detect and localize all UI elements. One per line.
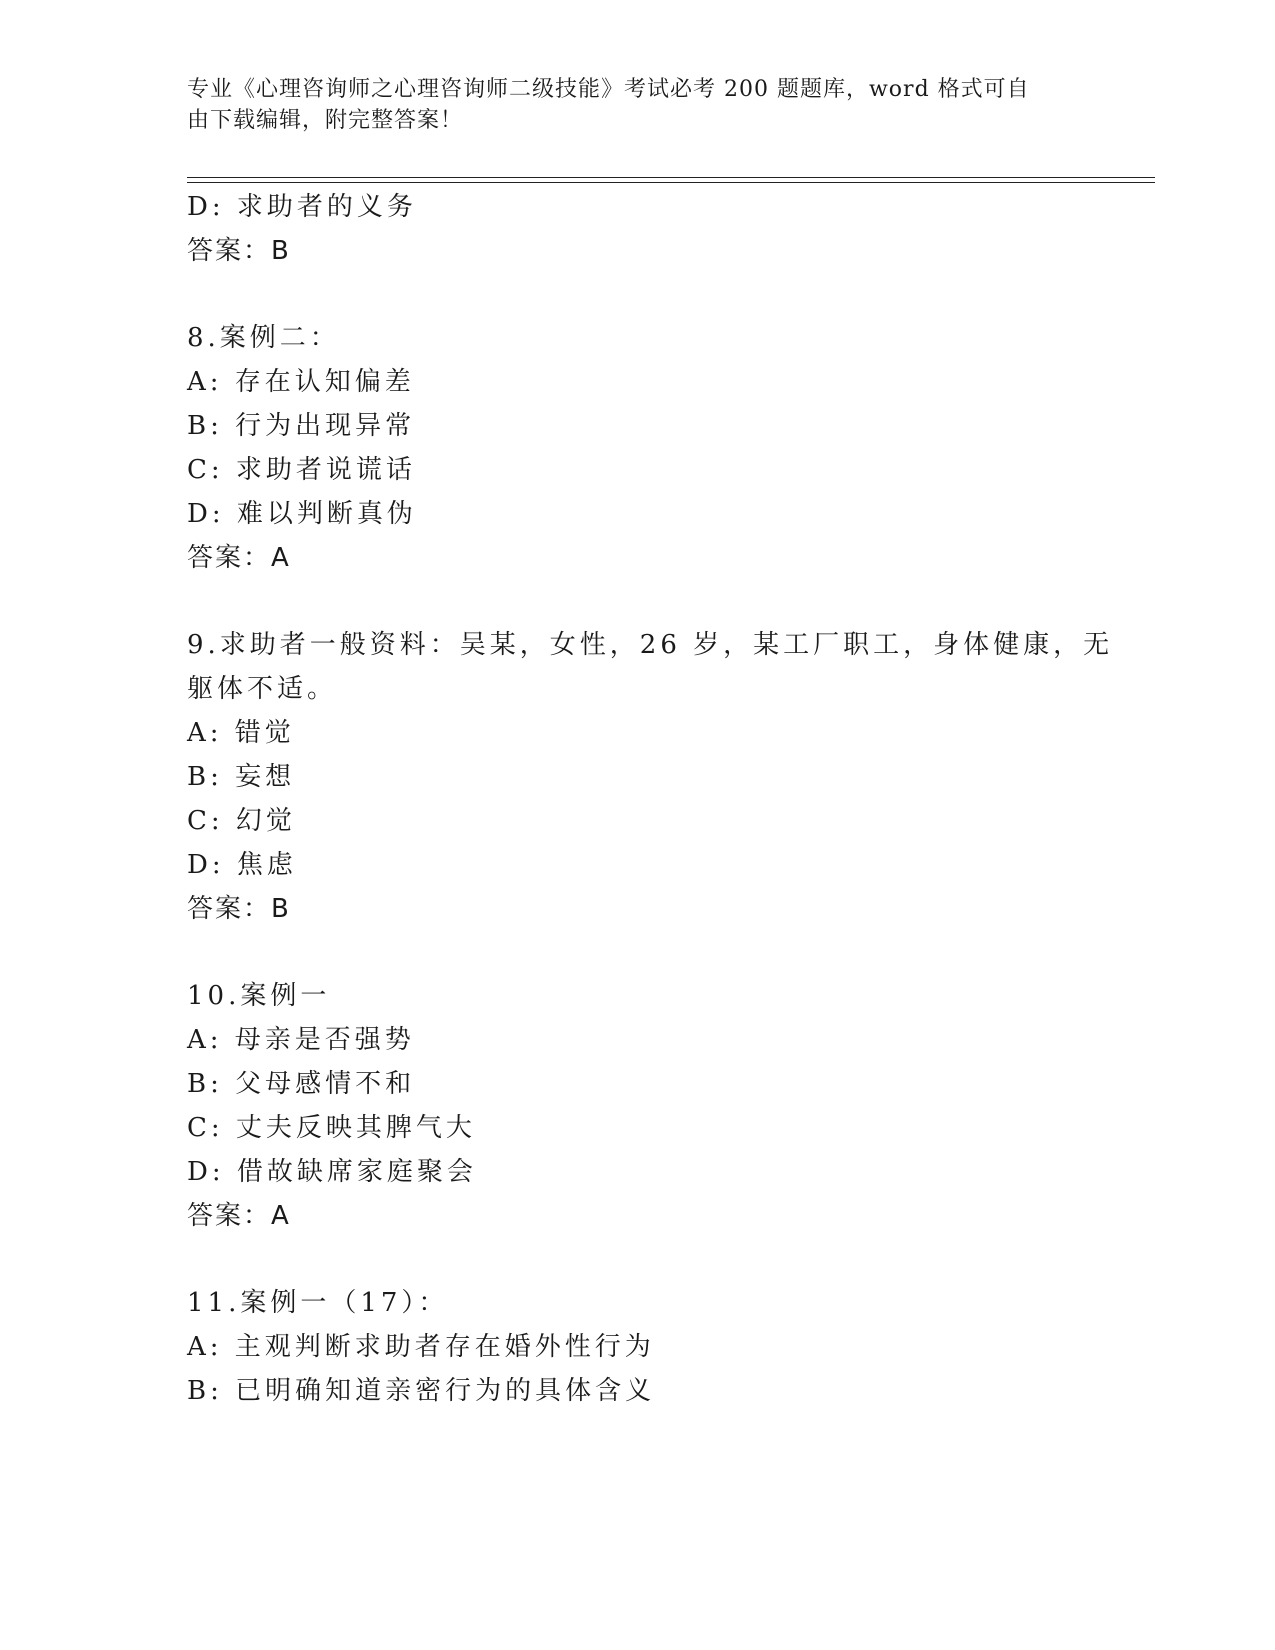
q9-answer: 答案：B (187, 894, 291, 924)
q9-stem-cont: 躯体不适。 (187, 674, 338, 704)
q11-option-a: A: 主观判断求助者存在婚外性行为 (187, 1332, 655, 1362)
q7-answer: 答案：B (187, 236, 291, 266)
q9-option-c: C: 幻觉 (187, 806, 296, 836)
q10-option-d: D: 借故缺席家庭聚会 (187, 1157, 477, 1187)
q10-option-b: B: 父母感情不和 (187, 1069, 416, 1099)
q10-answer: 答案：A (187, 1201, 291, 1231)
q9-option-d: D: 焦虑 (187, 850, 297, 880)
q8-stem: 8.案例二： (187, 323, 340, 353)
header-rule-bottom (187, 182, 1155, 183)
q11-option-b: B: 已明确知道亲密行为的具体含义 (187, 1376, 656, 1406)
q11-stem: 11.案例一（17）： (187, 1288, 449, 1318)
q7-option-d: D: 求助者的义务 (187, 192, 417, 222)
document-header (187, 74, 1067, 136)
q9-option-b: B: 妄想 (187, 762, 296, 792)
header-line-1: 专业《心理咨询师之心理咨询师二级技能》考试必考 200 题题库，word 格式可自 (187, 77, 1030, 102)
q8-option-d: D: 难以判断真伪 (187, 499, 417, 529)
q8-option-a: A: 存在认知偏差 (187, 367, 415, 397)
q8-answer: 答案：A (187, 543, 291, 573)
q8-option-c: C: 求助者说谎话 (187, 455, 416, 485)
q9-stem: 9.求助者一般资料：吴某，女性，26 岁，某工厂职工，身体健康，无 (187, 630, 1114, 660)
q10-option-a: A: 母亲是否强势 (187, 1025, 415, 1055)
header-line-2: 由下载编辑，附完整答案！ (187, 108, 464, 133)
header-rule-top (187, 177, 1155, 178)
q8-option-b: B: 行为出现异常 (187, 411, 416, 441)
q10-option-c: C: 丈夫反映其脾气大 (187, 1113, 476, 1143)
q10-stem: 10.案例一 (187, 981, 331, 1011)
q9-option-a: A: 错觉 (187, 718, 295, 748)
